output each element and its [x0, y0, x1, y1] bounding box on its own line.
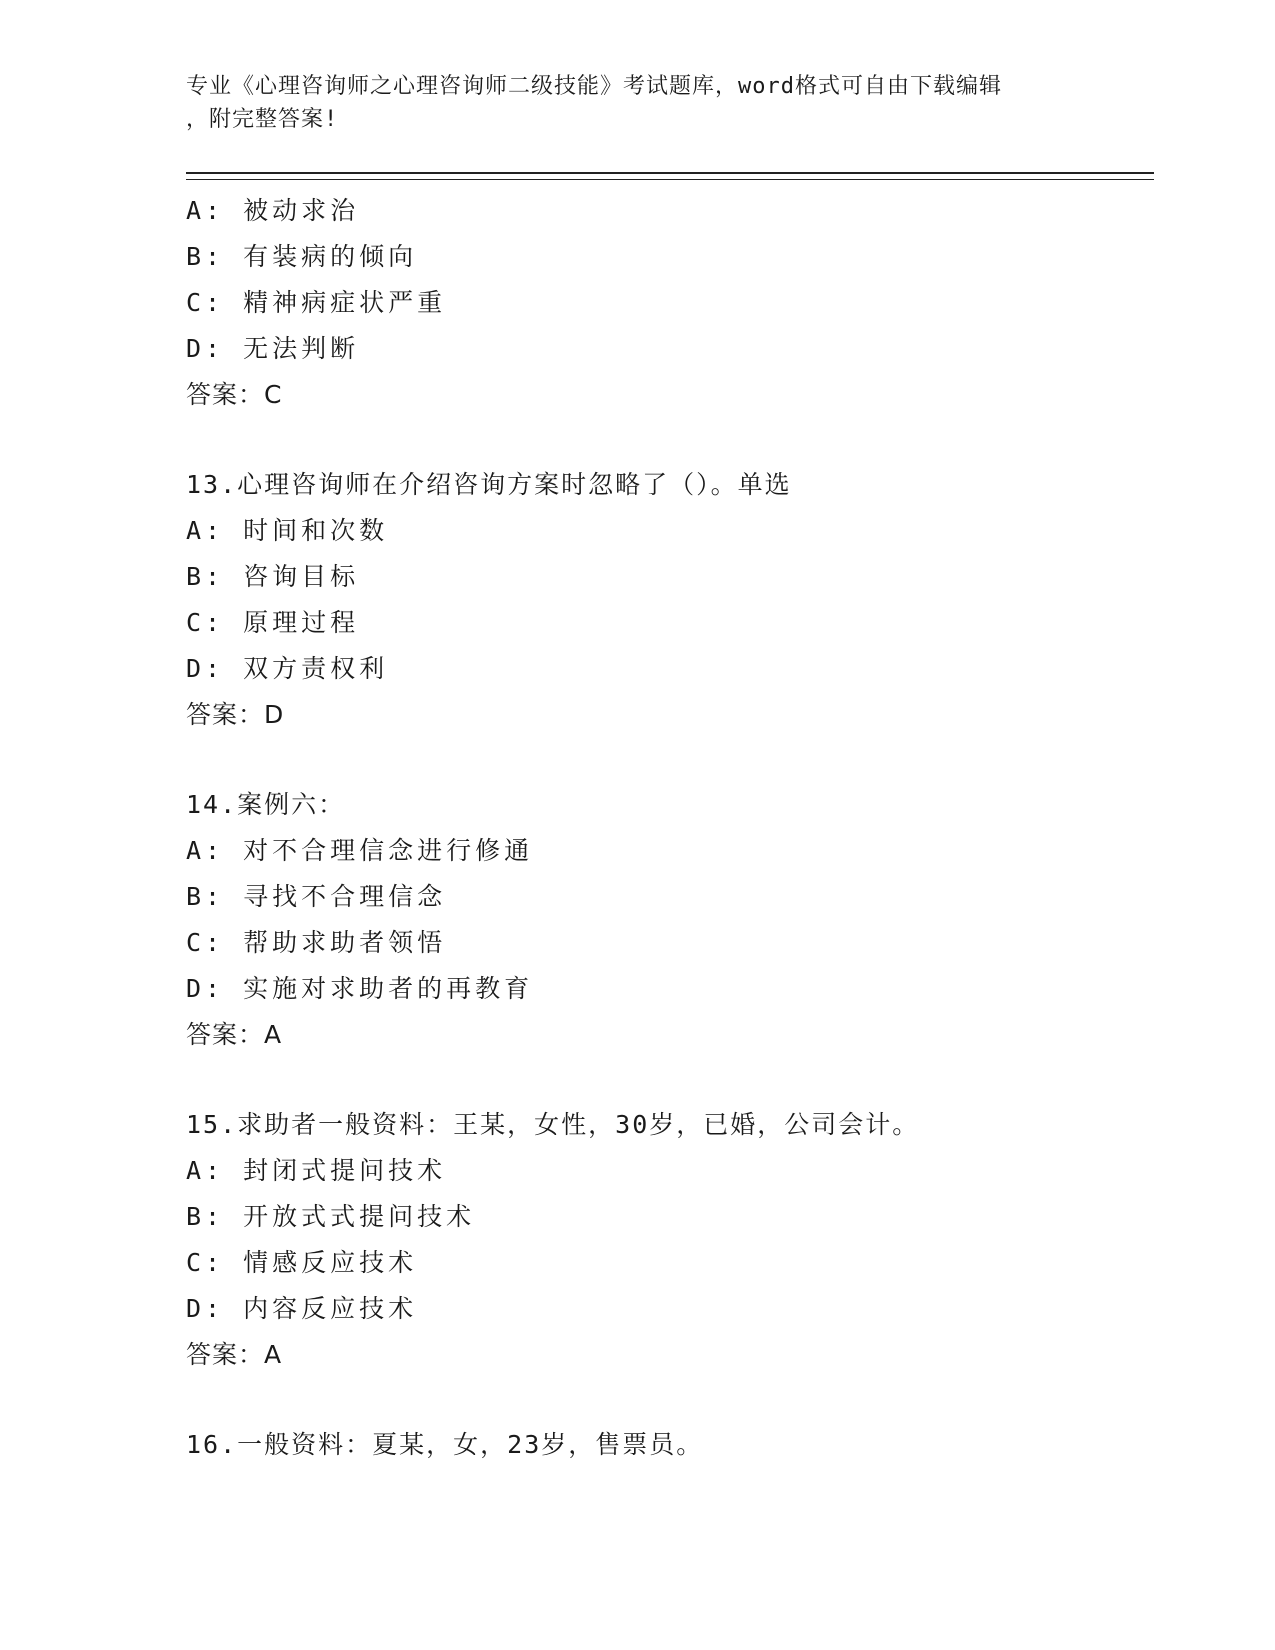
answer-line: 答案：A — [186, 1340, 283, 1369]
option-a: A: 时间和次数 — [186, 516, 389, 545]
option-a: A: 对不合理信念进行修通 — [186, 836, 534, 865]
option-c: C: 精神病症状严重 — [186, 288, 447, 317]
spacer — [186, 1378, 1146, 1422]
question-title: 15.求助者一般资料：王某，女性，30岁，已婚，公司会计。 — [186, 1110, 920, 1139]
question-title: 14.案例六： — [186, 790, 346, 819]
option-c: C: 情感反应技术 — [186, 1248, 418, 1277]
spacer — [186, 418, 1146, 462]
question-title: 13.心理咨询师在介绍咨询方案时忽略了（）。单选 — [186, 470, 792, 499]
spacer — [186, 1058, 1146, 1102]
option-b: B: 开放式式提问技术 — [186, 1202, 476, 1231]
header-divider — [186, 172, 1154, 180]
answer-line: 答案：C — [186, 380, 283, 409]
document-header — [186, 70, 1066, 136]
question-13-block — [186, 462, 1146, 738]
option-b: B: 寻找不合理信念 — [186, 882, 447, 911]
question-15-block — [186, 1102, 1146, 1378]
question-12-block — [186, 188, 1146, 418]
option-d: D: 内容反应技术 — [186, 1294, 418, 1323]
option-b: B: 有装病的倾向 — [186, 242, 418, 271]
answer-line: 答案：A — [186, 1020, 283, 1049]
answer-line: 答案：D — [186, 700, 285, 729]
header-line-1: 专业《心理咨询师之心理咨询师二级技能》考试题库，word格式可自由下载编辑 — [186, 74, 1002, 99]
option-c: C: 原理过程 — [186, 608, 360, 637]
option-a: A: 封闭式提问技术 — [186, 1156, 447, 1185]
option-a: A: 被动求治 — [186, 196, 360, 225]
document-page — [186, 70, 1146, 1468]
header-line-2: ，附完整答案! — [186, 107, 339, 132]
option-d: D: 实施对求助者的再教育 — [186, 974, 534, 1003]
question-14-block — [186, 782, 1146, 1058]
spacer — [186, 738, 1146, 782]
option-d: D: 无法判断 — [186, 334, 360, 363]
option-b: B: 咨询目标 — [186, 562, 360, 591]
option-c: C: 帮助求助者领悟 — [186, 928, 447, 957]
question-16-block — [186, 1422, 1146, 1468]
question-title: 16.一般资料：夏某，女，23岁，售票员。 — [186, 1430, 704, 1459]
option-d: D: 双方责权利 — [186, 654, 389, 683]
